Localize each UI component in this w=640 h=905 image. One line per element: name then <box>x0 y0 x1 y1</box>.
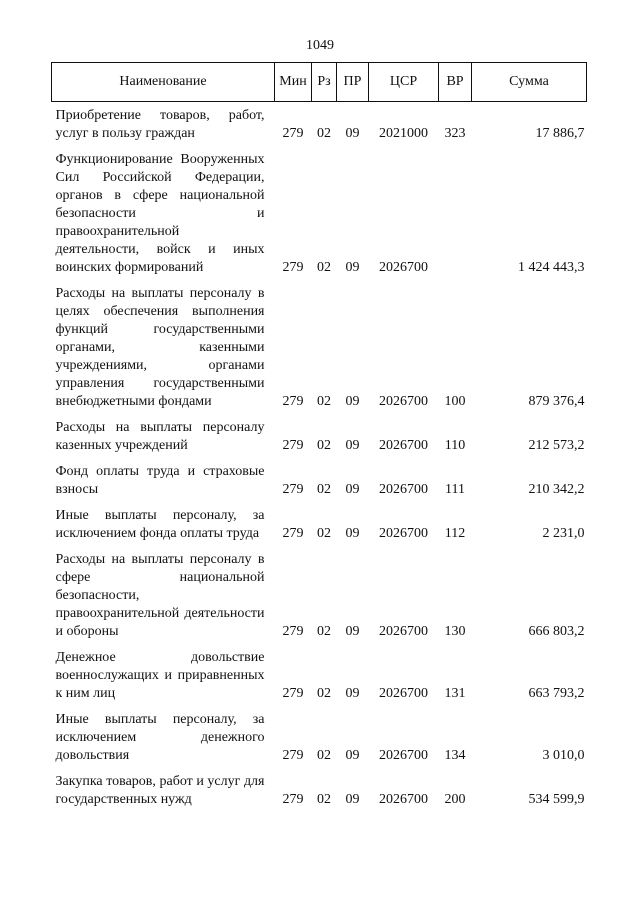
row-name: Расходы на выплаты персоналу в целях обеспечения выполнения функций государственными органами, казенными учреждениями, органами управления государственными внебюджетными фондами <box>55 286 265 409</box>
row-name: Денежное довольствие военнослужащих и приравненных к ним лиц <box>55 650 265 701</box>
row-sum: 17 886,7 <box>535 126 585 141</box>
row-pr: 09 <box>345 260 360 275</box>
row-vr: 323 <box>444 126 466 141</box>
row-rz: 02 <box>317 792 331 807</box>
table-row <box>52 546 587 644</box>
row-csr: 2026700 <box>379 748 428 763</box>
row-vr: 112 <box>444 526 466 541</box>
row-vr <box>439 146 472 280</box>
row-sum: 534 599,9 <box>528 792 585 807</box>
row-pr: 09 <box>345 526 360 541</box>
page-number: 1049 <box>306 38 334 53</box>
row-rz: 02 <box>317 260 331 275</box>
row-min: 279 <box>282 394 304 409</box>
table-row <box>52 280 587 414</box>
row-rz: 02 <box>317 624 331 639</box>
row-csr: 2021000 <box>379 126 428 141</box>
row-sum: 210 342,2 <box>528 482 585 497</box>
row-rz: 02 <box>317 526 331 541</box>
row-min: 279 <box>282 624 304 639</box>
row-csr: 2026700 <box>379 624 428 639</box>
row-name: Расходы на выплаты персоналу в сфере национальной безопасности, правоохранительной деятельности и обороны <box>55 552 265 639</box>
row-vr: 110 <box>444 438 466 453</box>
row-name: Иные выплаты персоналу, за исключением фонда оплаты труда <box>55 508 265 541</box>
row-sum: 2 231,0 <box>542 526 585 541</box>
row-sum: 3 010,0 <box>542 748 585 763</box>
row-pr: 09 <box>345 686 360 701</box>
row-rz: 02 <box>317 686 331 701</box>
row-vr: 134 <box>444 748 466 763</box>
row-pr: 09 <box>345 126 360 141</box>
row-name: Приобретение товаров, работ, услуг в пользу граждан <box>55 108 265 141</box>
row-pr: 09 <box>345 624 360 639</box>
row-vr: 200 <box>444 792 466 807</box>
row-name: Иные выплаты персоналу, за исключением денежного довольствия <box>55 712 265 763</box>
row-pr: 09 <box>345 748 360 763</box>
row-min: 279 <box>282 482 304 497</box>
header-rz: Рз <box>312 63 337 102</box>
row-csr: 2026700 <box>379 260 428 275</box>
header-name: Наименование <box>52 63 275 102</box>
row-name: Функционирование Вооруженных Сил Российской Федерации, органов в сфере национальной безопасности и правоохранительной деятельности, войск и иных воинских формирований <box>55 152 265 275</box>
row-pr: 09 <box>345 438 360 453</box>
table-body <box>52 102 587 813</box>
header-vr: ВР <box>439 63 472 102</box>
table-row <box>52 644 587 706</box>
row-rz: 02 <box>317 482 331 497</box>
table-row <box>52 414 587 458</box>
row-pr: 09 <box>345 394 360 409</box>
row-pr: 09 <box>345 792 360 807</box>
row-min: 279 <box>282 260 304 275</box>
row-rz: 02 <box>317 394 331 409</box>
row-sum: 212 573,2 <box>528 438 585 453</box>
row-min: 279 <box>282 526 304 541</box>
row-sum: 666 803,2 <box>528 624 585 639</box>
table-row <box>52 768 587 812</box>
header-min: Мин <box>275 63 312 102</box>
row-sum: 663 793,2 <box>528 686 585 701</box>
row-vr: 100 <box>444 394 466 409</box>
row-vr: 111 <box>445 482 465 497</box>
row-vr: 130 <box>444 624 466 639</box>
row-vr: 131 <box>444 686 466 701</box>
header-sum: Сумма <box>472 63 587 102</box>
row-min: 279 <box>282 126 304 141</box>
table-row <box>52 102 587 147</box>
row-pr: 09 <box>345 482 360 497</box>
row-name: Фонд оплаты труда и страховые взносы <box>55 464 265 497</box>
row-min: 279 <box>282 438 304 453</box>
row-sum: 879 376,4 <box>528 394 585 409</box>
row-csr: 2026700 <box>379 686 428 701</box>
row-csr: 2026700 <box>379 526 428 541</box>
table-row <box>52 146 587 280</box>
row-name: Расходы на выплаты персоналу казенных учреждений <box>55 420 265 453</box>
table-row <box>52 706 587 768</box>
row-rz: 02 <box>317 438 331 453</box>
header-pr: ПР <box>337 63 369 102</box>
row-csr: 2026700 <box>379 482 428 497</box>
row-csr: 2026700 <box>379 394 428 409</box>
row-min: 279 <box>282 748 304 763</box>
table-row <box>52 502 587 546</box>
row-min: 279 <box>282 686 304 701</box>
budget-table <box>51 62 587 812</box>
row-rz: 02 <box>317 126 331 141</box>
header-csr: ЦСР <box>369 63 439 102</box>
table-row <box>52 458 587 502</box>
row-min: 279 <box>282 792 304 807</box>
row-csr: 2026700 <box>379 438 428 453</box>
row-rz: 02 <box>317 748 331 763</box>
row-csr: 2026700 <box>379 792 428 807</box>
row-sum: 1 424 443,3 <box>518 260 585 275</box>
row-name: Закупка товаров, работ и услуг для государственных нужд <box>55 774 265 807</box>
table-header <box>52 63 587 102</box>
